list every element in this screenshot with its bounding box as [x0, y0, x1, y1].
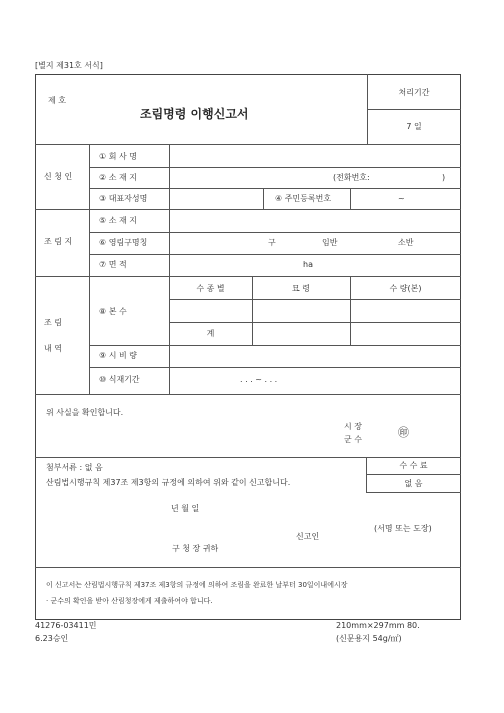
planting-section-label-bottom: 내 역: [44, 344, 62, 353]
resident-id-label: ④ 주민등록번호: [275, 194, 332, 203]
county-label: 군 수: [344, 435, 362, 444]
district-imban: 임반: [322, 238, 338, 247]
site-section-label: 조 림 지: [44, 237, 73, 246]
phone-label: (전화번호:: [333, 173, 370, 182]
resident-id-separator: ~: [398, 194, 405, 203]
col-quantity: 수 량(본): [389, 284, 422, 293]
applicant-address-label: ② 소 재 지: [99, 173, 137, 182]
paper-size: 210mm×297mm 80.: [336, 621, 420, 630]
attached-documents: 첨부서류 : 없 음: [46, 463, 103, 472]
management-district-label: ⑥ 영림구명칭: [99, 238, 148, 247]
planting-period-label: ⑩ 식재기간: [99, 375, 140, 384]
site-address-label: ⑤ 소 재 지: [99, 216, 137, 225]
company-name-label: ① 회 사 명: [99, 152, 137, 161]
form-title: 조림명령 이행신고서: [140, 107, 249, 121]
notice-line-2: · 군수의 확인을 받아 산림청장에게 제출하여야 합니다.: [46, 597, 213, 605]
col-seedling-age: 묘 령: [292, 284, 310, 293]
area-unit: ha: [303, 260, 313, 269]
report-date: 년 월 일: [171, 504, 200, 513]
notice-line-1: 이 신고서는 산림법시행규칙 제37조 제3항의 규정에 의하여 조림을 완료한 날부터 30일이내에시장: [46, 581, 348, 589]
mayor-label: 시 장: [344, 422, 362, 431]
total-row-label: 계: [206, 329, 215, 338]
declaration-text: 산림법시행규칙 제37조 제3항의 규정에 의하여 위와 같이 신고합니다.: [46, 478, 291, 487]
area-label: ⑦ 면 적: [99, 260, 127, 269]
approval-date: 6.23승인: [35, 634, 69, 643]
phone-close: ): [442, 173, 446, 182]
paper-type: (신문용지 54g/㎡): [336, 634, 402, 643]
planting-section-label-top: 조 림: [44, 318, 62, 327]
district-soban: 소반: [398, 238, 414, 247]
form-number: [별지 제31호 서식]: [35, 61, 103, 70]
fertilizer-amount-label: ⑨ 시 비 량: [99, 351, 137, 360]
seal-mark: ㊞: [398, 426, 409, 439]
applicant-section-label: 신 청 인: [44, 172, 73, 181]
planting-period-value: . . . ~ . . .: [240, 375, 278, 384]
signature-note: (서명 또는 도장): [374, 524, 432, 533]
tree-count-label: ⑧ 본 수: [99, 307, 127, 316]
applicant-signature-label: 신고인: [296, 532, 320, 541]
confirm-text: 위 사실을 확인합니다.: [46, 408, 124, 417]
fee-label: 수 수 료: [399, 461, 428, 470]
form-code: 41276-03411민: [35, 621, 97, 630]
document-number-label: 제 호: [48, 96, 66, 105]
representative-name-label: ③ 대표자성명: [99, 194, 148, 203]
fee-value: 없 음: [404, 479, 423, 488]
col-species: 수 종 별: [196, 284, 225, 293]
recipient: 구 청 장 귀하: [172, 544, 219, 553]
processing-period-label: 처리기간: [398, 88, 430, 97]
processing-period-value: 7 일: [406, 122, 422, 131]
district-gu: 구: [268, 238, 276, 247]
